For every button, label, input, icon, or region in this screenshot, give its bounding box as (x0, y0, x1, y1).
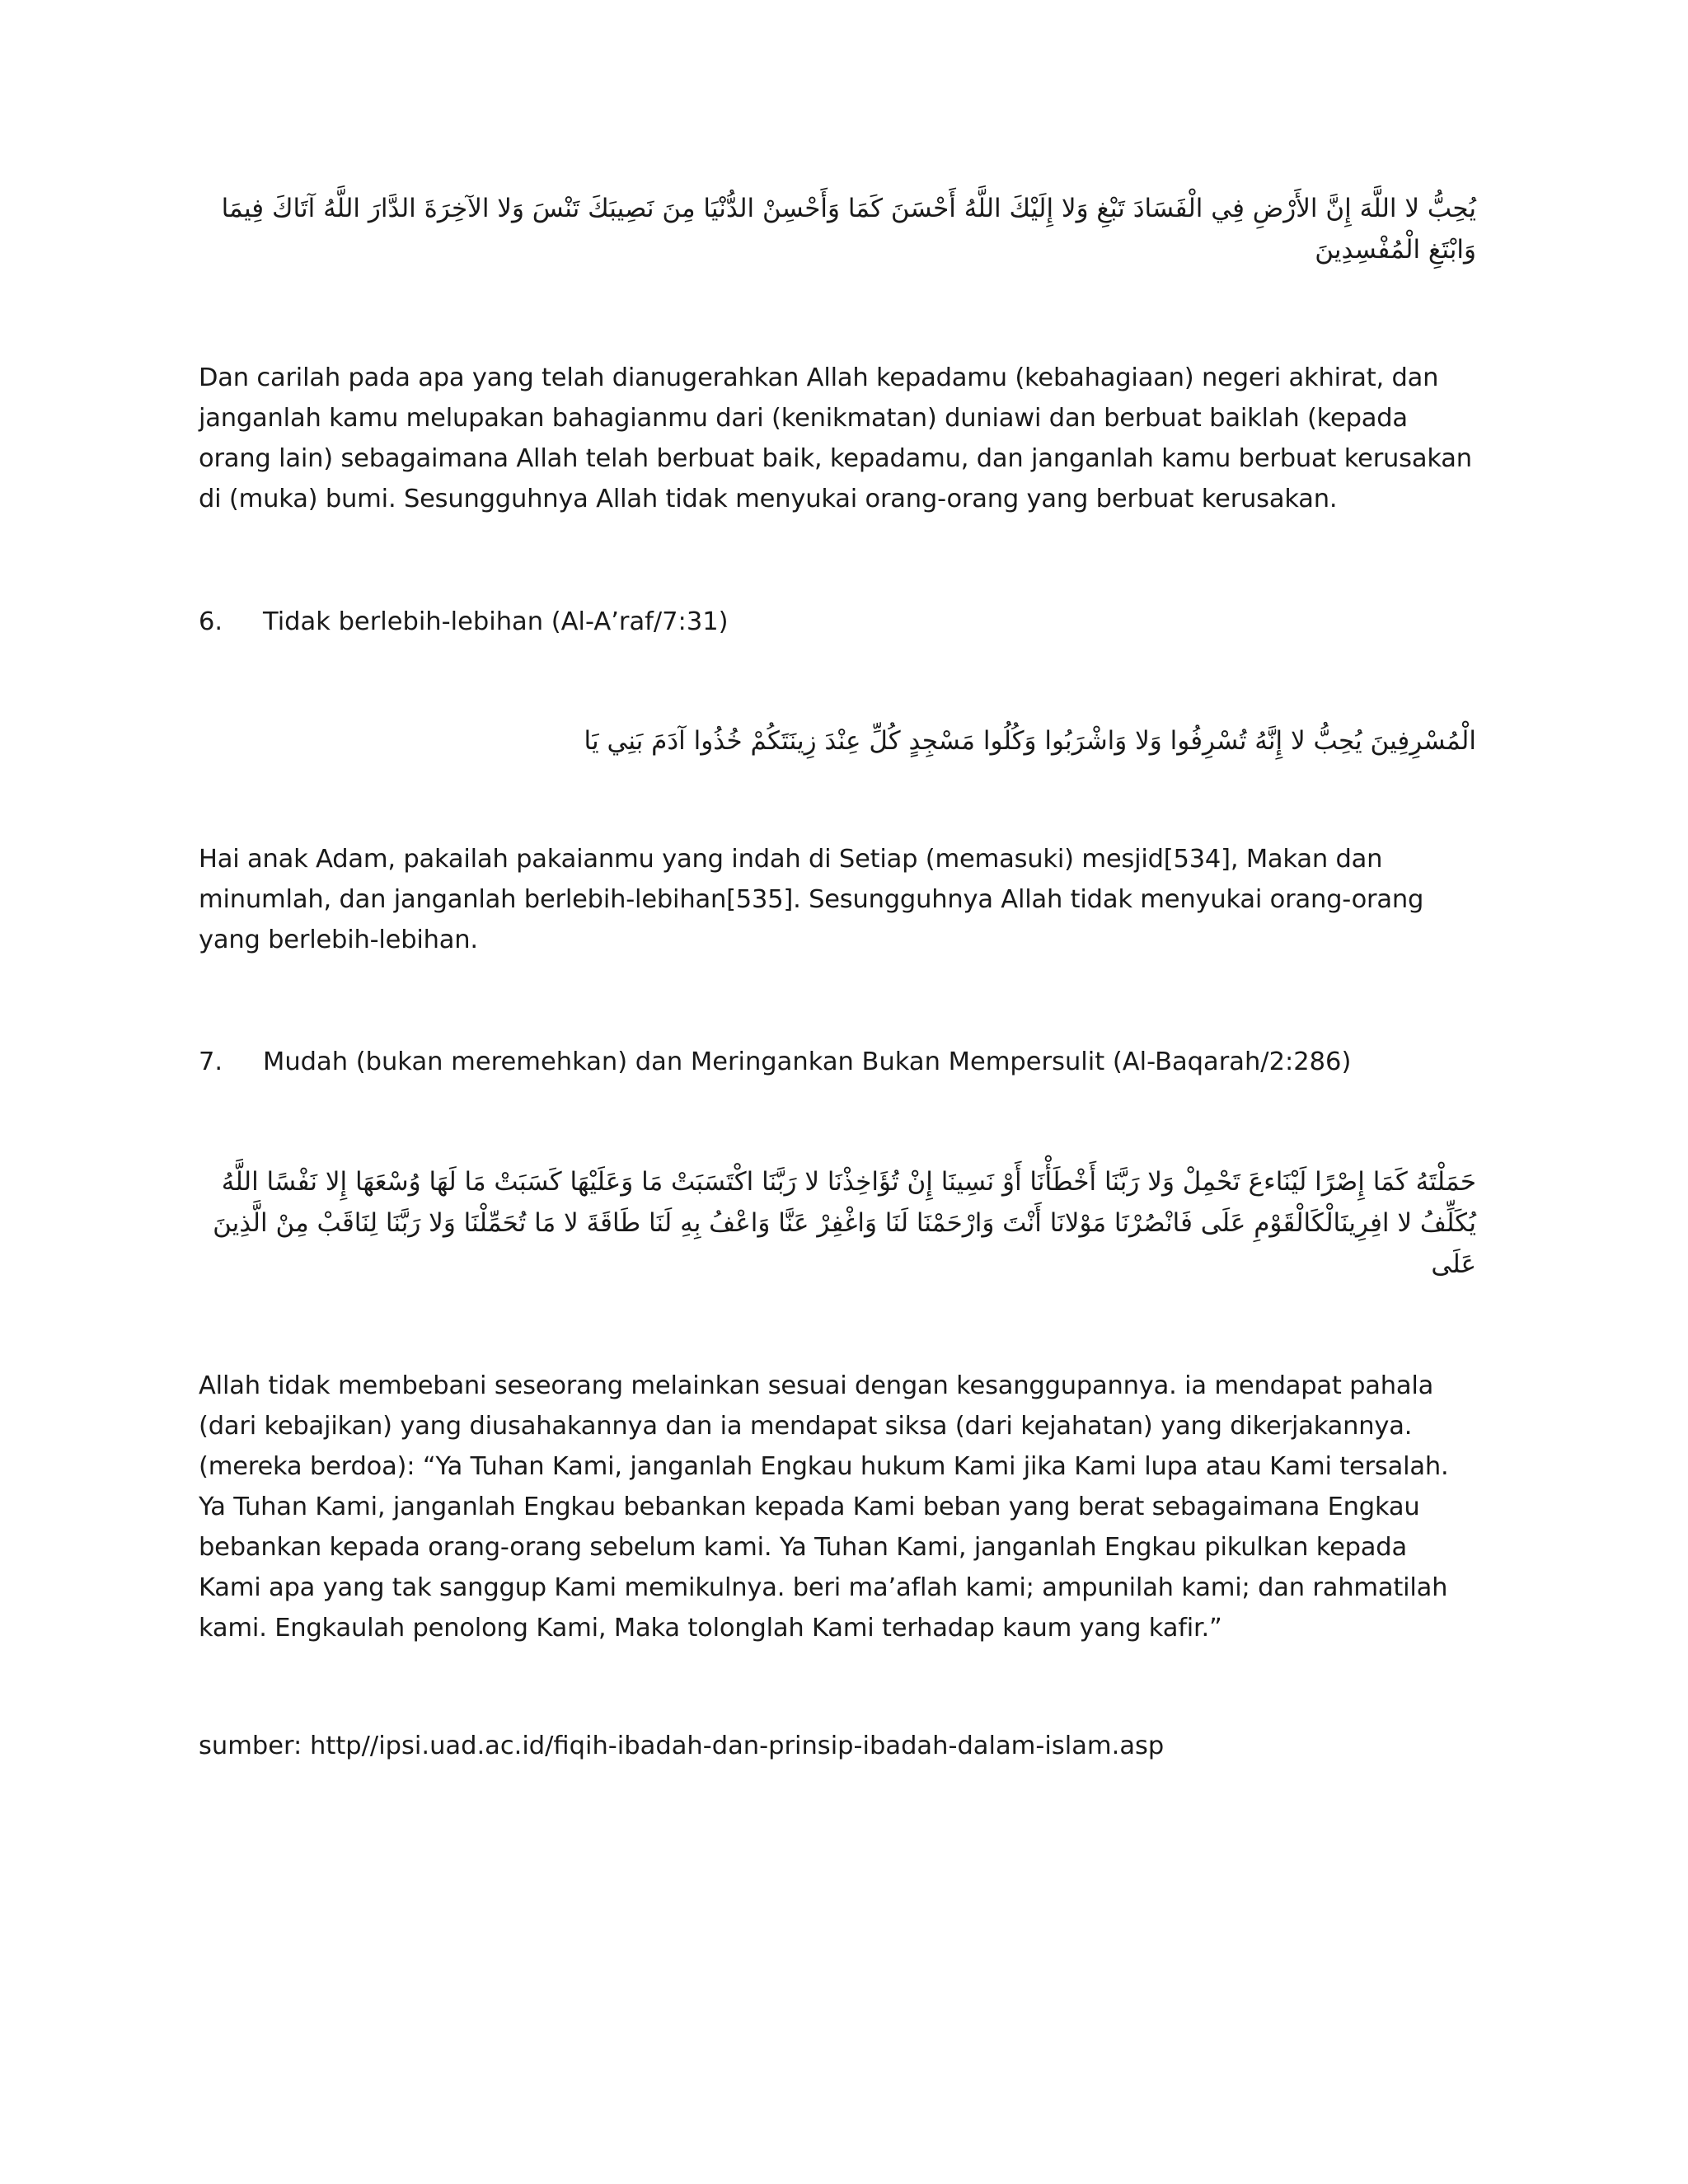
list-item-number: 6. (199, 607, 223, 636)
list-item-7-heading (199, 1042, 1476, 1082)
translation-paragraph-3: Allah tidak membebani seseorang melainkan sesuai dengan kesanggupannya. ia mendapat pahala (dari kebajikan) yang diusahakannya dan ia mendapat siksa (dari kejahatan) yang dikerjakannya. (mereka berdoa): “Ya Tuhan Kami, janganlah Engkau hukum Kami jika Kami lupa atau Kami tersalah. Ya Tuhan Kami, janganlah Engkau bebankan kepada Kami beban yang berat sebagaimana Engkau bebankan kepada orang-orang sebelum kami. Ya Tuhan Kami, janganlah Engkau pikulkan kepada Kami apa yang tak sanggup Kami memikulnya. beri ma’aflah kami; ampunilah kami; dan rahmatilah kami. Engkaulah penolong Kami, Maka tolonglah Kami terhadap kaum yang kafir.” (199, 1371, 1449, 1643)
arabic-verse-al-qashash: يُحِبُّ لا اللَّهَ إِنَّ الأَرْضِ فِي الْفَسَادَ تَبْغِ وَلا إِلَيْكَ اللَّهُ أَحْسَنَ كَمَا وَأَحْسِنْ الدُّنْيَا مِنَ نَصِيبَكَ تَنْسَ وَلا الآخِرَةَ الدَّارَ اللَّهُ آتَاكَ فِيمَا وَابْتَغِ الْمُفْسِدِينَ (221, 194, 1476, 265)
source-citation: sumber: http//ipsi.uad.ac.id/fiqih-ibadah-dan-prinsip-ibadah-dalam-islam.asp (199, 1732, 1165, 1760)
arabic-verse-al-araf: الْمُسْرِفِينَ يُحِبُّ لا إِنَّهُ تُسْرِفُوا وَلا وَاشْرَبُوا وَكُلُوا مَسْجِدٍ كُلِّ عِنْدَ زِينَتَكُمْ خُذُوا آدَمَ بَنِي يَا (584, 726, 1476, 756)
list-item-title: Mudah (bukan meremehkan) dan Meringankan Bukan Mempersulit (Al-Baqarah/2:286) (263, 1047, 1352, 1076)
arabic-verse-al-baqarah: حَمَلْتَهُ كَمَا إِصْرًا لَيْنَاءعَ تَحْمِلْ وَلا رَبَّنَا أَخْطَأْنَا أَوْ نَسِينَا إِنْ تُؤَاخِذْنَا لا رَبَّنَا اكْتَسَبَتْ مَا وَعَلَيْهَا كَسَبَتْ مَا لَهَا وُسْعَهَا إِلا نَفْسًا اللَّهُ يُكَلِّفُ لا افِرِينَالْكَالْقَوْمِ عَلَى فَانْصُرْنَا مَوْلانَا أَنْتَ وَارْحَمْنَا لَنَا وَاغْفِرْ عَنَّا وَاعْفُ بِهِ لَنَا طَاقَةَ لا مَا تُحَمِّلْنَا وَلا رَبَّنَا لِنَاقَبْ مِنْ الَّذِينَ عَلَى (213, 1167, 1476, 1279)
translation-paragraph-1: Dan carilah pada apa yang telah dianugerahkan Allah kepadamu (kebahagiaan) negeri akhirat, dan janganlah kamu melupakan bahagianmu dari (kenikmatan) duniawi dan berbuat baiklah (kepada orang lain) sebagaimana Allah telah berbuat baik, kepadamu, dan janganlah kamu berbuat kerusakan di (muka) bumi. Sesungguhnya Allah tidak menyukai orang-orang yang berbuat kerusakan. (199, 363, 1472, 513)
list-item-number: 7. (199, 1047, 223, 1076)
list-item-title: Tidak berlebih-lebihan (Al-A’raf/7:31) (263, 607, 729, 636)
translation-paragraph-2: Hai anak Adam, pakailah pakaianmu yang indah di Setiap (memasuki) mesjid[534], Makan dan minumlah, dan janganlah berlebih-lebihan[535]. Sesungguhnya Allah tidak menyukai orang-orang yang berlebih-lebihan. (199, 845, 1424, 954)
list-item-6-heading (199, 602, 1476, 642)
document-body (199, 188, 1476, 1766)
